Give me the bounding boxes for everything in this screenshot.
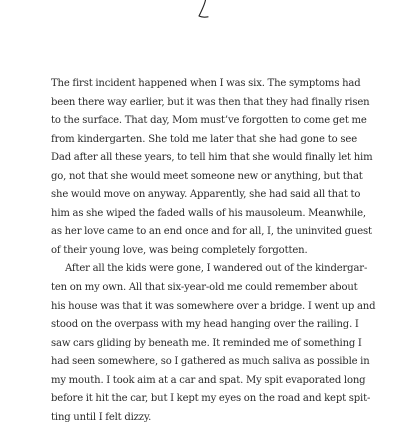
text-line: After all the kids were gone, I wandered out of the kindergar- [65, 263, 368, 275]
text-line: my mouth. I took aim at a car and spat. My spit evaporated long [51, 374, 366, 386]
handwritten-numeral-icon [196, 0, 210, 22]
text-line: of their young love, was being completely forgotten. [51, 244, 308, 256]
paragraph-2 [51, 260, 376, 427]
text-line: had seen somewhere, so I gathered as much saliva as possible in [51, 356, 370, 368]
text-line: saw cars gliding by beneath me. It reminded me of something I [51, 337, 362, 349]
text-line: Dad after all these years, to tell him that she would finally let him [51, 152, 373, 164]
paragraph-1 [51, 75, 373, 260]
text-line: to the surface. That day, Mom must’ve forgotten to come get me [51, 115, 367, 127]
text-line: stood on the overpass with my head hanging over the railing. I [51, 319, 359, 331]
text-line: his house was that it was somewhere over a bridge. I went up and [51, 300, 376, 312]
chapter-number [196, 0, 210, 22]
text-line: from kindergarten. She told me later that she had gone to see [51, 133, 357, 145]
text-line: The first incident happened when I was six. The symptoms had [51, 78, 361, 89]
text-line: ten on my own. All that six-year-old me could remember about [51, 282, 358, 294]
body-text [51, 75, 376, 427]
text-line: as her love came to an end once and for all, I, the uninvited guest [51, 226, 372, 238]
text-line: she would move on anyway. Apparently, she had said all that to [51, 189, 361, 201]
text-line: him as she wiped the faded walls of his mausoleum. Meanwhile, [51, 207, 366, 219]
text-line: ting until I felt dizzy. [51, 411, 152, 423]
text-line: before it hit the car, but I kept my eyes on the road and kept spit- [51, 393, 371, 405]
text-line: go, not that she would meet someone new or anything, but that [51, 170, 363, 182]
text-line: been there way earlier, but it was then that they had finally risen [51, 96, 370, 108]
